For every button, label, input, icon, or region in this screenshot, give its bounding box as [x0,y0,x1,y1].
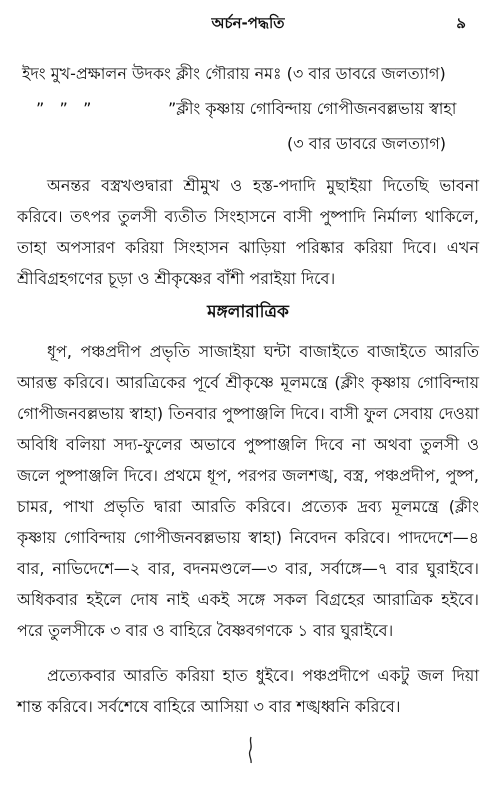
paragraph-closing-text: প্রত্যেকবার আরতি করিয়া হাত ধুইবে। পঞ্চপ্রদীপে একটু জল দিয়া শান্ত করিবে। সর্বশেষে বাহিরে আসিয়া ৩ বার শঙ্খধ্বনি করিবে। [17,666,479,716]
section-heading: মঙ্গলারাত্রিক [207,302,289,322]
mantra-line-2: ”ক্লীং কৃষ্ণায় গোবিন্দায় গোপীজনবল্লভায় স্বাহা [168,99,457,118]
page-number: ৯ [456,14,466,32]
paragraph-cleaning [17,170,479,294]
paragraph-aarti [17,336,479,646]
ditto-marks: ” ” ” [36,99,92,118]
paragraph-aarti-text: ধূপ, পঞ্চপ্রদীপ প্রভৃতি সাজাইয়া ঘন্টা বাজাইতে বাজাইতে আরতি আরম্ভ করিবে। আরত্রিকের পূর্বে শ্রীকৃষ্ণে মূলমন্ত্রে (ক্লীং কৃষ্ণায় গোবিন্দায় গোপীজনবল্লভায় স্বাহা) তিনবার পুষ্পাঞ্জলি দিবে। বাসী ফুল সেবায় দেওয়া অবিধি বলিয়া সদ্য-ফুলের অভাবে পুষ্পাঞ্জলি দিবে না অথবা তুলসী ও জলে পুষ্পাঞ্জলি দিবে। প্রথমে ধূপ, পরপর জলশঙ্খ, বস্ত্র, পঞ্চপ্রদীপ, পুষ্প, চামর, পাখা প্রভৃতি দ্বারা আরতি করিবে। প্রত্যেক দ্রব্য মূলমন্ত্রে (ক্লীং কৃষ্ণায় গোবিন্দায় গোপীজনবল্লভায় স্বাহা) নিবেদন করিবে। পাদদেশে—৪ বার, নাভিদেশে—২ বার, বদনমণ্ডলে—৩ বার, সর্বাঙ্গে—৭ বার ঘুরাইবে। অধিকবার হইলে দোষ নাই একই সঙ্গে সকল বিগ্রহের আরাত্রিক হইবে। পরে তুলসীকে ৩ বার ও বাহিরে বৈষ্ণবগণকে ১ বার ঘুরাইবে। [17,342,479,640]
stray-ink-mark [247,736,255,764]
page-title: অর্চন-পদ্ধতি [211,14,285,32]
paragraph-closing [17,660,479,722]
mantra-line-3: (৩ বার ডাবরে জলত্যাগ) [287,134,447,153]
paragraph-cleaning-text: অনন্তর বস্ত্রখণ্ডদ্বারা শ্রীমুখ ও হস্ত-পদাদি মুছাইয়া দিতেছি ভাবনা করিবে। তৎপর তুলসী ব্যতীত সিংহাসনে বাসী পুষ্পাদি নির্মাল্য থাকিলে, তাহা অপসারণ করিয়া সিংহাসন ঝাড়িয়া পরিষ্কার করিয়া দিবে। এখন শ্রীবিগ্রহগণের চূড়া ও শ্রীকৃষ্ণের বাঁশী পরাইয়া দিবে। [17,176,479,288]
page-header [0,12,496,34]
mantra-line-1: ইদং মুখ-প্রক্ষালন উদকং ক্লীং গৌরায় নমঃ (৩ বার ডাবরে জলত্যাগ) [22,64,446,83]
